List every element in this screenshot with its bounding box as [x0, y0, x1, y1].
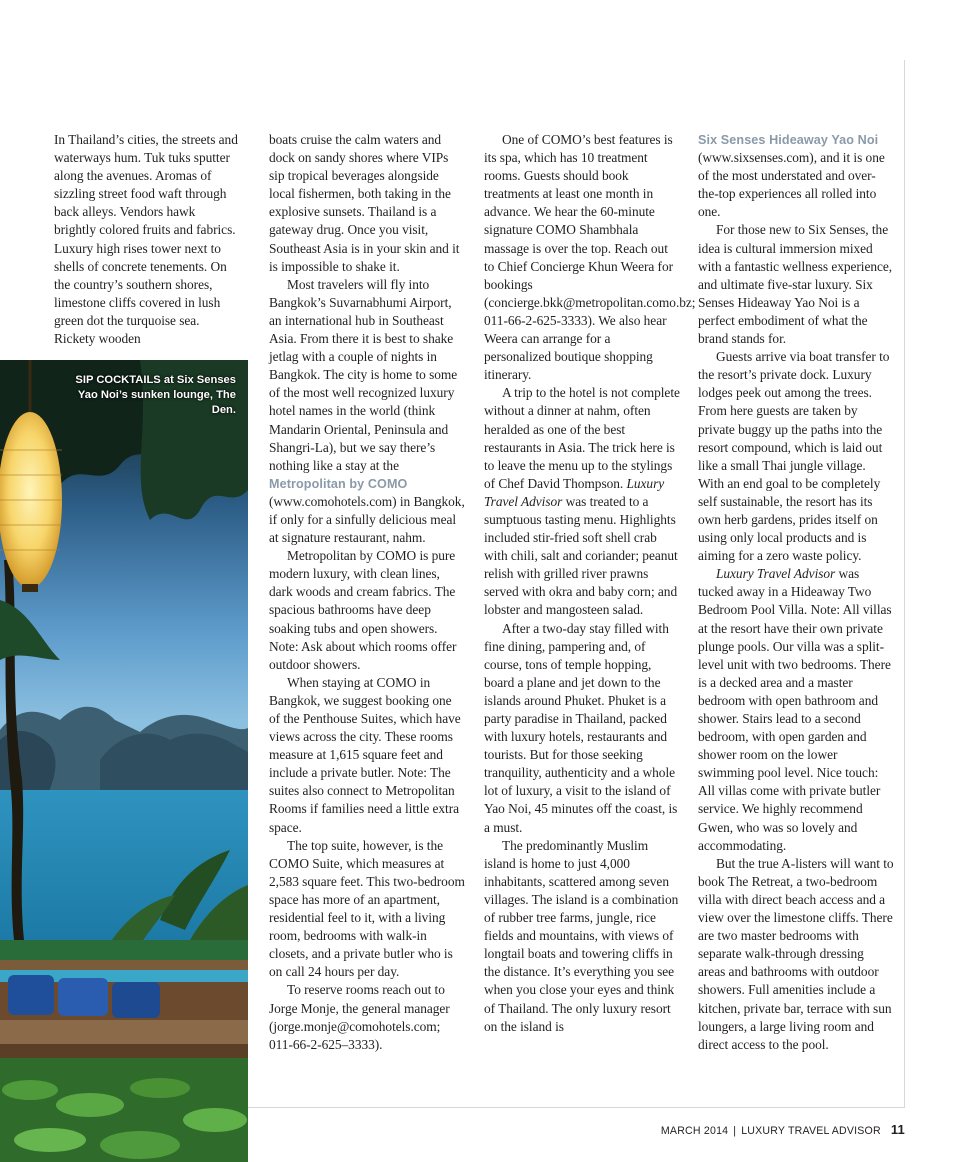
paragraph: In Thailand’s cities, the streets and waterways hum. Tuk tuks sputter along the avenues. Aromas of sizzling street food waft through back alleys. Vendors hawk brightly colored fruits and fabrics. Luxury high rises tower next to shells of concrete tenements. On the country’s southern shores, limestone cliffs covered in lush green dot the turquoise sea. Rickety wooden [54, 132, 238, 347]
paragraph: The predominantly Muslim island is home to just 4,000 inhabitants, scattered among seven villages. The island is a combination of rubber tree farms, jungle, rice fields and mountains, with views of longtail boats and towering cliffs in the distance. It’s everything you see when you close your eyes and think of Thailand. The only luxury resort on the island is [484, 837, 679, 1034]
paragraph: For those new to Six Senses, the idea is cultural immersion mixed with a fantastic wellness experience, and ultimate five-star luxury. Six Senses Hideaway Yao Noi is a perfect embodiment of what the brand stands for. [698, 222, 893, 347]
text-run: was treated to a sumptuous tasting menu. Highlights included stir-fried soft shell crab with chili, salt and coriander; peanut relish with grilled river prawns served with okra and baby corn; and lobster and mangosteen salad. [484, 493, 678, 618]
paragraph: But the true A-listers will want to book The Retreat, a two-bedroom villa with direct beach access and a view over the limestone cliffs. There are two master bedrooms with separate walk-through dressing areas and bathrooms with outdoor showers. Full amenities include a kitchen, private bar, terrace with sun loungers, a large living room and direct access to the pool. [698, 855, 894, 1052]
issue-date: MARCH 2014 [660, 1125, 729, 1137]
resort-lounge-photo [0, 360, 248, 1162]
publication-name: LUXURY TRAVEL ADVISOR [741, 1125, 881, 1137]
article-column-3 [484, 131, 696, 1036]
resort-name: Six Senses Hideaway Yao Noi [698, 133, 879, 147]
paragraph [698, 565, 894, 855]
paragraph [698, 131, 894, 221]
text-run: was tucked away in a Hideaway Two Bedroom Pool Villa. Note: All villas at the resort have their own private plunge pools. Our villa was a split-level unit with two bedrooms. There is a decked area and a master bedroom with open bathroom and shower. Stairs lead to a second bedroom, with open garden and shower room on the lower swimming pool level. Nice touch: All villas come with private butler service. We highly recommend Gwen, who was so lovely and accommodating. [698, 566, 892, 853]
page-number: 11 [890, 1122, 905, 1137]
page-rule-vertical [904, 60, 905, 1108]
text-run: (www.sixsenses.com), and it is one of the most understated and over-the-top experiences all rolled into one. [698, 150, 885, 220]
paragraph [269, 276, 465, 547]
paragraph: One of COMO’s best features is its spa, which has 10 treatment rooms. Guests should book treatments at least one month in advance. We hear the 60-minute signature COMO Shambhala massage is over the top. Reach out to Chief Concierge Khun Weera for bookings (concierge.bkk@metropolitan.como.bz; 011-66-2-625-3333). We also hear Weera can arrange for a personalized boutique shopping itinerary. [484, 132, 696, 383]
paragraph: Guests arrive via boat transfer to the resort’s private dock. Luxury lodges peek out among the trees. From here guests are taken by private buggy up the paths into the resort compound, which is laid out like a small Thai jungle village. With an end goal to be completely self sustainable, the resort has its own herb gardens, prides itself on using only local products and is aiming for a zero waste policy. [698, 349, 890, 564]
article-column-4 [698, 131, 894, 1054]
paragraph: When staying at COMO in Bangkok, we suggest booking one of the Penthouse Suites, which have views across the city. These rooms measure at 1,615 square feet and include a private butler. Note: The suites also connect to Metropolitan Rooms if families need a little extra space. [269, 674, 461, 835]
photo-caption: SIP COCKTAILS at Six Senses Yao Noi’s sunken lounge, The Den. [75, 374, 236, 416]
paragraph: The top suite, however, is the COMO Suite, which measures at 2,583 square feet. This two-bedroom space has more of an apartment, residential feel to it, with a living room, bedrooms with walk-in closets, and a private butler who is on call 24 hours per day. [269, 837, 465, 980]
hotel-name: Metropolitan by COMO [269, 476, 408, 491]
paragraph: Metropolitan by COMO is pure modern luxury, with clean lines, dark woods and cream fabrics. The spacious bathrooms have deep soaking tubs and open showers. Note: Ask about which rooms offer outdoor showers. [269, 548, 457, 672]
paragraph: After a two-day stay filled with fine dining, pampering and, of course, tons of temple hopping, board a plane and jet down to the islands around Phuket. Phuket is a party paradise in Thailand, packed with luxury hotels, restaurants and tourists. But for those seeking tranquility, authenticity and a whole lot of luxury, a visit to the island of Yao Noi, 45 minutes off the coast, is a must. [484, 620, 678, 835]
footer-separator: | [733, 1125, 737, 1137]
article-column-1 [54, 131, 240, 348]
paragraph [484, 384, 680, 619]
paragraph: To reserve rooms reach out to Jorge Monje, the general manager (jorge.monje@comohotels.com; 011-66-2-625–3333). [269, 982, 450, 1052]
text-run: A trip to the hotel is not complete without a dinner at nahm, often heralded as one of the best restaurants in Asia. The trick here is to leave the menu up to the stylings of Chef David Thompson. [484, 385, 680, 491]
page-rule-horizontal [248, 1107, 905, 1108]
text-run: Most travelers will fly into Bangkok’s Suvarnabhumi Airport, an international hub in Southeast Asia. From there it is best to shake jetlag with a couple of nights in Bangkok. The city is home to some of the most well recognized luxury hotel names in the world (think Mandarin Oriental, Peninsula and Shangri-La), but we say there’s nothing like a stay at the [269, 276, 458, 473]
magazine-name: Luxury Travel Advisor [484, 475, 665, 509]
photo-illustration [0, 360, 248, 1162]
page-footer [661, 1122, 905, 1137]
text-run: (www.comohotels.com) in Bangkok, if only for a sinfully delicious meal at signature restaurant, nahm. [269, 493, 465, 546]
magazine-name: Luxury Travel Advisor [716, 566, 836, 582]
paragraph: boats cruise the calm waters and dock on sandy shores where VIPs sip tropical beverages alongside local fishermen, both taking in the explosive sunsets. Thailand is a gateway drug. Once you visit, Southeast Asia is in your skin and it is impossible to shake it. [269, 132, 460, 274]
article-column-2 [269, 131, 465, 1054]
